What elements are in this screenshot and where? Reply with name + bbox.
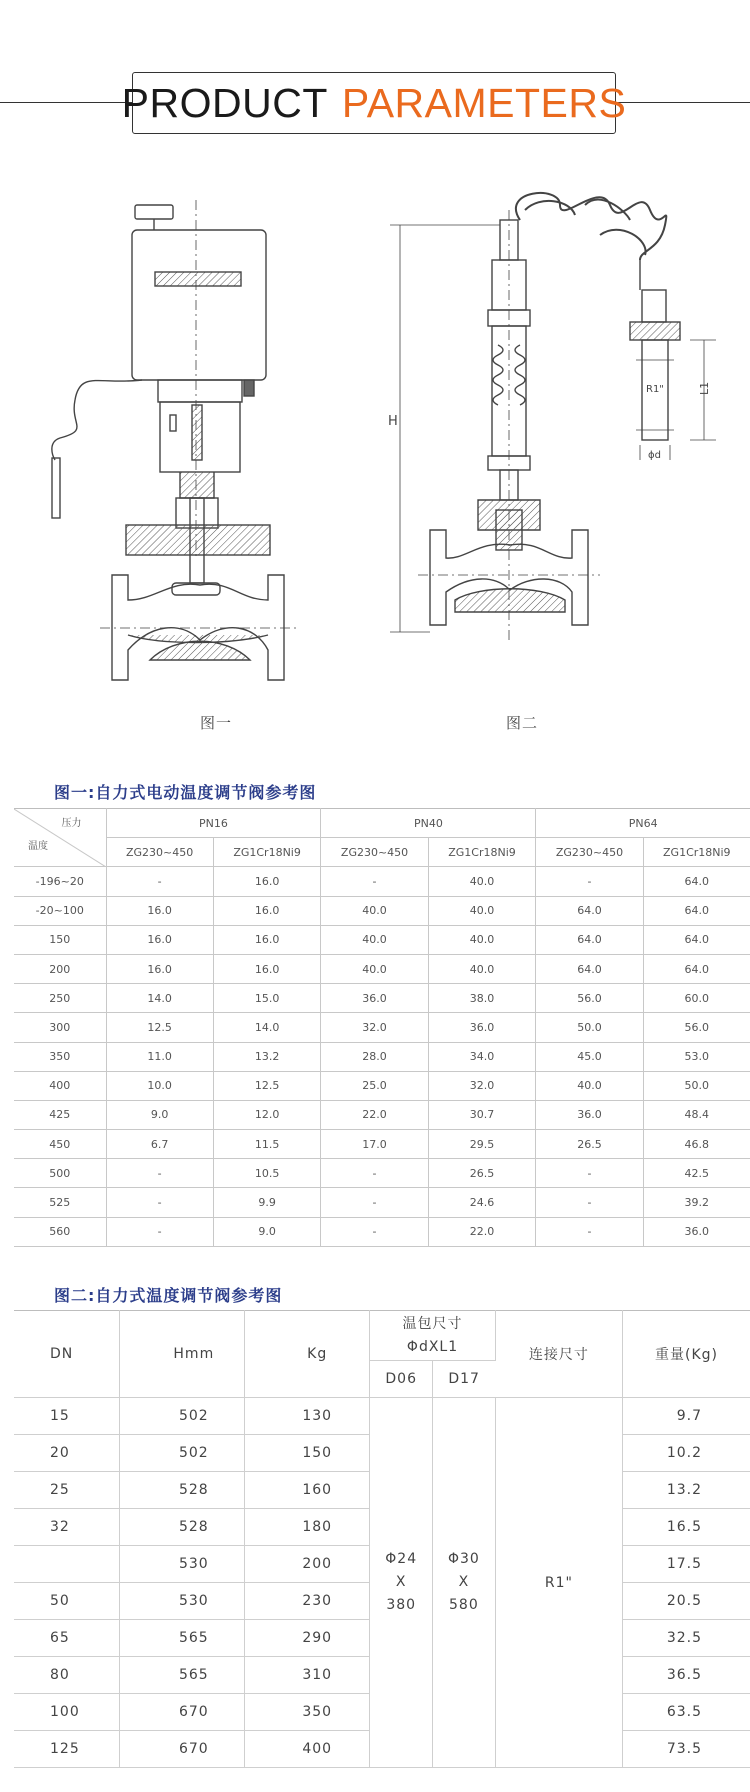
pressure-cell: 11.0 bbox=[106, 1042, 213, 1071]
d06-merged-cell bbox=[370, 1398, 433, 1768]
header-line-right bbox=[616, 102, 750, 103]
table-row bbox=[14, 1042, 750, 1071]
pressure-cell: 64.0 bbox=[536, 925, 643, 954]
kg-cell: 400 bbox=[245, 1731, 370, 1768]
header-connection: 连接尺寸 bbox=[495, 1311, 622, 1398]
pressure-cell: 9.0 bbox=[106, 1100, 213, 1129]
temperature-cell: 425 bbox=[14, 1100, 106, 1129]
pressure-cell: 40.0 bbox=[536, 1071, 643, 1100]
temperature-cell: 350 bbox=[14, 1042, 106, 1071]
sub-header: ZG1Cr18Ni9 bbox=[643, 838, 750, 867]
pressure-cell: 16.0 bbox=[213, 954, 321, 983]
header-bulb-line2: ΦdXL1 bbox=[406, 1338, 459, 1355]
header-bulb-size bbox=[370, 1311, 495, 1361]
weight-cell: 13.2 bbox=[623, 1472, 750, 1509]
dn-cell: 20 bbox=[14, 1435, 119, 1472]
pressure-cell: 12.0 bbox=[213, 1100, 321, 1129]
pressure-cell: 16.0 bbox=[106, 925, 213, 954]
header-weight: 重量(Kg) bbox=[623, 1311, 750, 1398]
table-row bbox=[14, 1100, 750, 1129]
pressure-cell: 50.0 bbox=[536, 1013, 643, 1042]
pressure-cell: 25.0 bbox=[321, 1071, 428, 1100]
dn-cell bbox=[14, 1546, 119, 1583]
figure-1-electric-valve bbox=[52, 200, 296, 680]
group-header: PN16 bbox=[106, 809, 321, 838]
fig2-label-h: H bbox=[388, 414, 398, 429]
weight-cell: 73.5 bbox=[623, 1731, 750, 1768]
dn-cell: 100 bbox=[14, 1694, 119, 1731]
temperature-cell: 400 bbox=[14, 1071, 106, 1100]
pressure-cell: 15.0 bbox=[213, 984, 321, 1013]
pressure-cell: 60.0 bbox=[643, 984, 750, 1013]
technical-drawings bbox=[0, 180, 750, 750]
header-d17: D17 bbox=[433, 1361, 496, 1398]
group-header: PN40 bbox=[321, 809, 536, 838]
pressure-cell: - bbox=[536, 1159, 643, 1188]
pressure-cell: 34.0 bbox=[428, 1042, 536, 1071]
table-row bbox=[14, 867, 750, 896]
pressure-cell: 10.0 bbox=[106, 1071, 213, 1100]
hmm-cell: 502 bbox=[119, 1435, 244, 1472]
pressure-cell: 64.0 bbox=[643, 867, 750, 896]
pressure-cell: 14.0 bbox=[106, 984, 213, 1013]
pressure-cell: - bbox=[106, 1217, 213, 1246]
hmm-cell: 502 bbox=[119, 1398, 244, 1435]
pressure-cell: 56.0 bbox=[536, 984, 643, 1013]
title-word-parameters: PARAMETERS bbox=[341, 79, 627, 126]
weight-cell: 20.5 bbox=[623, 1583, 750, 1620]
hmm-cell: 528 bbox=[119, 1472, 244, 1509]
pressure-cell: - bbox=[536, 1217, 643, 1246]
pressure-cell: 64.0 bbox=[643, 896, 750, 925]
pressure-cell: 32.0 bbox=[321, 1013, 428, 1042]
pressure-cell: - bbox=[536, 867, 643, 896]
pressure-cell: 36.0 bbox=[321, 984, 428, 1013]
temperature-cell: 300 bbox=[14, 1013, 106, 1042]
table-row bbox=[14, 1071, 750, 1100]
sub-header: ZG230~450 bbox=[321, 838, 428, 867]
table-row bbox=[14, 984, 750, 1013]
pressure-cell: 26.5 bbox=[428, 1159, 536, 1188]
table-row bbox=[14, 1130, 750, 1159]
pressure-cell: 16.0 bbox=[106, 896, 213, 925]
table1-title: 图一:自力式电动温度调节阀参考图 bbox=[54, 783, 317, 802]
pressure-cell: 6.7 bbox=[106, 1130, 213, 1159]
connection-merged-cell: R1" bbox=[495, 1398, 622, 1768]
weight-cell: 10.2 bbox=[623, 1435, 750, 1472]
hmm-cell: 528 bbox=[119, 1509, 244, 1546]
page-title bbox=[121, 72, 627, 134]
pressure-cell: 28.0 bbox=[321, 1042, 428, 1071]
d17-value: X bbox=[458, 1574, 470, 1590]
pressure-cell: 45.0 bbox=[536, 1042, 643, 1071]
sub-header: ZG1Cr18Ni9 bbox=[213, 838, 321, 867]
pressure-cell: 36.0 bbox=[643, 1217, 750, 1246]
d06-value: X bbox=[395, 1574, 407, 1590]
d06-value: Φ24 bbox=[385, 1551, 418, 1567]
dn-cell: 50 bbox=[14, 1583, 119, 1620]
temperature-cell: -20~100 bbox=[14, 896, 106, 925]
table-row bbox=[14, 1217, 750, 1246]
d06-value: 380 bbox=[386, 1597, 417, 1613]
hmm-cell: 530 bbox=[119, 1546, 244, 1583]
sub-header: ZG230~450 bbox=[106, 838, 213, 867]
header-bulb-line1: 温包尺寸 bbox=[402, 1315, 463, 1332]
corner-header bbox=[14, 809, 106, 867]
table2-body bbox=[14, 1398, 750, 1768]
table-row bbox=[14, 1398, 750, 1435]
kg-cell: 290 bbox=[245, 1620, 370, 1657]
d17-value: Φ30 bbox=[447, 1551, 480, 1567]
pressure-cell: 14.0 bbox=[213, 1013, 321, 1042]
temperature-cell: -196~20 bbox=[14, 867, 106, 896]
figure-2-self-operated-valve bbox=[390, 193, 716, 640]
group-header: PN64 bbox=[536, 809, 750, 838]
pressure-cell: 36.0 bbox=[428, 1013, 536, 1042]
pressure-cell: 64.0 bbox=[643, 954, 750, 983]
header-kg: Kg bbox=[245, 1311, 370, 1398]
pressure-cell: 64.0 bbox=[536, 896, 643, 925]
pressure-cell: 40.0 bbox=[428, 954, 536, 983]
dn-cell: 80 bbox=[14, 1657, 119, 1694]
dn-cell: 15 bbox=[14, 1398, 119, 1435]
pressure-cell: 42.5 bbox=[643, 1159, 750, 1188]
pressure-cell: - bbox=[321, 1217, 428, 1246]
kg-cell: 160 bbox=[245, 1472, 370, 1509]
pressure-cell: - bbox=[536, 1188, 643, 1217]
pressure-cell: - bbox=[106, 1159, 213, 1188]
table1-body bbox=[14, 867, 750, 1246]
pressure-cell: 64.0 bbox=[643, 925, 750, 954]
temperature-cell: 560 bbox=[14, 1217, 106, 1246]
pressure-cell: 32.0 bbox=[428, 1071, 536, 1100]
table2-title: 图二:自力式温度调节阀参考图 bbox=[54, 1286, 283, 1305]
fig2-label-d: ϕd bbox=[648, 450, 661, 461]
header-line-left bbox=[0, 102, 132, 103]
corner-top-label: 压力 bbox=[61, 818, 82, 829]
temperature-cell: 150 bbox=[14, 925, 106, 954]
dn-cell: 125 bbox=[14, 1731, 119, 1768]
temperature-cell: 500 bbox=[14, 1159, 106, 1188]
fig2-label-r1: R1" bbox=[646, 384, 664, 395]
hmm-cell: 565 bbox=[119, 1620, 244, 1657]
kg-cell: 180 bbox=[245, 1509, 370, 1546]
pressure-cell: 38.0 bbox=[428, 984, 536, 1013]
table-row bbox=[14, 1188, 750, 1217]
dn-cell: 32 bbox=[14, 1509, 119, 1546]
table-row bbox=[14, 925, 750, 954]
corner-bottom-label: 温度 bbox=[28, 841, 48, 853]
pressure-cell: 24.6 bbox=[428, 1188, 536, 1217]
pressure-cell: 40.0 bbox=[428, 896, 536, 925]
valve-drawings-svg bbox=[0, 180, 750, 750]
weight-cell: 63.5 bbox=[623, 1694, 750, 1731]
pressure-cell: 22.0 bbox=[428, 1217, 536, 1246]
kg-cell: 230 bbox=[245, 1583, 370, 1620]
pressure-cell: 39.2 bbox=[643, 1188, 750, 1217]
header-hmm: Hmm bbox=[119, 1311, 244, 1398]
pressure-cell: 29.5 bbox=[428, 1130, 536, 1159]
pressure-cell: 16.0 bbox=[213, 867, 321, 896]
pressure-cell: 40.0 bbox=[428, 925, 536, 954]
pressure-cell: 53.0 bbox=[643, 1042, 750, 1071]
hmm-cell: 530 bbox=[119, 1583, 244, 1620]
dn-cell: 65 bbox=[14, 1620, 119, 1657]
hmm-cell: 670 bbox=[119, 1694, 244, 1731]
d17-value: 580 bbox=[449, 1597, 479, 1613]
temperature-cell: 200 bbox=[14, 954, 106, 983]
table-row bbox=[14, 1013, 750, 1042]
pressure-cell: - bbox=[321, 867, 428, 896]
kg-cell: 200 bbox=[245, 1546, 370, 1583]
pressure-cell: 12.5 bbox=[106, 1013, 213, 1042]
pressure-cell: 36.0 bbox=[536, 1100, 643, 1129]
pressure-cell: - bbox=[321, 1159, 428, 1188]
pressure-cell: 11.5 bbox=[213, 1130, 321, 1159]
title-word-product: PRODUCT bbox=[121, 79, 328, 126]
pressure-cell: 12.5 bbox=[213, 1071, 321, 1100]
header-dn: DN bbox=[14, 1311, 119, 1398]
pressure-cell: - bbox=[106, 1188, 213, 1217]
pressure-cell: 26.5 bbox=[536, 1130, 643, 1159]
pressure-cell: 40.0 bbox=[428, 867, 536, 896]
pressure-cell: - bbox=[106, 867, 213, 896]
sub-header: ZG230~450 bbox=[536, 838, 643, 867]
pressure-cell: 16.0 bbox=[106, 954, 213, 983]
pressure-cell: 10.5 bbox=[213, 1159, 321, 1188]
figure-2-caption: 图二 bbox=[506, 714, 539, 732]
weight-cell: 32.5 bbox=[623, 1620, 750, 1657]
pressure-cell: 9.0 bbox=[213, 1217, 321, 1246]
kg-cell: 310 bbox=[245, 1657, 370, 1694]
table-row bbox=[14, 896, 750, 925]
pressure-cell: 48.4 bbox=[643, 1100, 750, 1129]
temperature-cell: 250 bbox=[14, 984, 106, 1013]
pressure-cell: 40.0 bbox=[321, 896, 428, 925]
pressure-cell: 9.9 bbox=[213, 1188, 321, 1217]
pressure-cell: 16.0 bbox=[213, 896, 321, 925]
pressure-cell: 17.0 bbox=[321, 1130, 428, 1159]
dn-cell: 25 bbox=[14, 1472, 119, 1509]
header-d06: D06 bbox=[370, 1361, 433, 1398]
figure-1-caption: 图一 bbox=[200, 714, 233, 732]
pressure-cell: 22.0 bbox=[321, 1100, 428, 1129]
pressure-cell: 46.8 bbox=[643, 1130, 750, 1159]
pressure-cell: 64.0 bbox=[536, 954, 643, 983]
pressure-cell: 16.0 bbox=[213, 925, 321, 954]
pressure-cell: 13.2 bbox=[213, 1042, 321, 1071]
table-self-operated-valve-dimensions bbox=[14, 1310, 750, 1768]
hmm-cell: 670 bbox=[119, 1731, 244, 1768]
pressure-cell: - bbox=[321, 1188, 428, 1217]
pressure-cell: 40.0 bbox=[321, 925, 428, 954]
hmm-cell: 565 bbox=[119, 1657, 244, 1694]
kg-cell: 130 bbox=[245, 1398, 370, 1435]
weight-cell: 36.5 bbox=[623, 1657, 750, 1694]
kg-cell: 350 bbox=[245, 1694, 370, 1731]
table-row bbox=[14, 954, 750, 983]
kg-cell: 150 bbox=[245, 1435, 370, 1472]
fig2-label-l1: L1 bbox=[698, 381, 711, 395]
d17-merged-cell bbox=[433, 1398, 496, 1768]
sub-header: ZG1Cr18Ni9 bbox=[428, 838, 536, 867]
pressure-cell: 40.0 bbox=[321, 954, 428, 983]
weight-cell: 9.7 bbox=[623, 1398, 750, 1435]
temperature-cell: 450 bbox=[14, 1130, 106, 1159]
pressure-cell: 30.7 bbox=[428, 1100, 536, 1129]
pressure-cell: 50.0 bbox=[643, 1071, 750, 1100]
table-electric-valve-pressure bbox=[14, 808, 750, 1247]
weight-cell: 17.5 bbox=[623, 1546, 750, 1583]
temperature-cell: 525 bbox=[14, 1188, 106, 1217]
table-row bbox=[14, 1159, 750, 1188]
pressure-cell: 56.0 bbox=[643, 1013, 750, 1042]
weight-cell: 16.5 bbox=[623, 1509, 750, 1546]
